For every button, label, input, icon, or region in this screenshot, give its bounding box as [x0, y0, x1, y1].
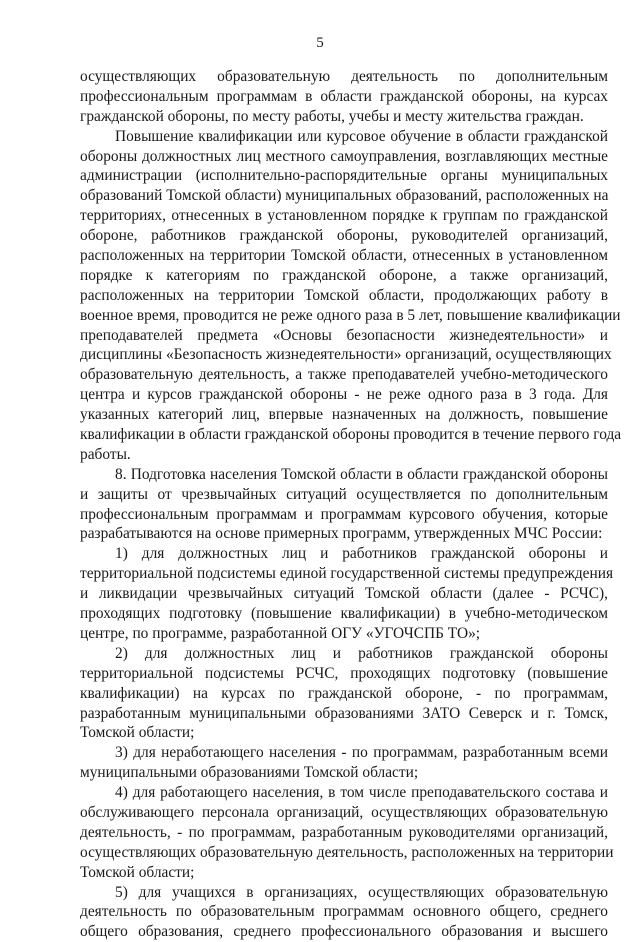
text-line: расположенных на территории Томской области, продолжающих работу в [80, 286, 608, 304]
text-line: обороне, работников гражданской обороны, руководителей организаций, [80, 227, 608, 245]
text-line: 2) для должностных лиц и работников гражданской обороны [115, 644, 608, 662]
text-line: центре, по программе, разработанной ОГУ «УГОЧСПБ ТО»; [80, 624, 481, 642]
text-line: общего образования, среднего профессионального образования и высшего [80, 923, 608, 941]
paragraph-item-8 [80, 465, 608, 545]
text-line: центра и курсов гражданской обороны - не реже одного раза в 3 года. Для [80, 386, 608, 404]
text-line: Томской области; [80, 724, 195, 742]
text-line: территориальной подсистемы РСЧС, проходящих подготовку (повышение [80, 664, 608, 682]
text-line: профессиональным программам и программам курсового обучения, которые [80, 505, 608, 523]
text-line: 1) для должностных лиц и работников гражданской обороны и [115, 545, 608, 563]
text-line: обороны должностных лиц местного самоуправления, возглавляющих местные [80, 147, 608, 165]
paragraph-sub-3 [80, 743, 608, 783]
paragraph-sub-1 [80, 544, 614, 643]
text-line: муниципальными образованиями Томской области; [80, 764, 419, 782]
text-line: разрабатываются на основе примерных программ, утвержденных МЧС России: [80, 525, 603, 543]
paragraph-sub-2 [80, 644, 608, 743]
text-line: осуществляющих образовательную деятельность, расположенных на территории [80, 843, 614, 861]
text-line: и защиты от чрезвычайных ситуаций осуществляется по дополнительным [80, 485, 608, 503]
text-line: расположенных на территории Томской области, отнесенных в установленном [80, 247, 608, 265]
text-line: территориях, отнесенных в установленном порядке к группам по гражданской [80, 207, 608, 225]
text-line: указанных категорий лиц, впервые назначенных на должность, повышение [80, 406, 608, 424]
text-line: квалификации в области гражданской обороны проводится в течение первого года [80, 426, 622, 444]
text-line: образований Томской области) муниципальных образований, расположенных на [80, 187, 609, 205]
text-line: разработанным муниципальными образованиями ЗАТО Северск и г. Томск, [80, 704, 608, 722]
text-line: военное время, проводится не реже одного раза в 5 лет, повышение квалификации [80, 306, 621, 324]
text-line: преподавателей предмета «Основы безопасности жизнедеятельности» и [80, 326, 608, 344]
paragraph-qualification [80, 127, 622, 465]
text-line: образовательную деятельность, а также преподавателей учебно-методического [80, 366, 608, 384]
text-line: 4) для работающего населения, в том числе преподавательского состава и [115, 784, 608, 802]
text-line: деятельность по образовательным программам основного общего, среднего [80, 903, 608, 921]
text-line: 5) для учащихся в организациях, осуществляющих образовательную [115, 883, 608, 901]
text-line: гражданской обороны, по месту работы, учебы и месту жительства граждан. [80, 107, 584, 125]
text-line: проходящих подготовку (повышение квалификации) в учебно-методическом [80, 605, 608, 623]
paragraph-sub-4 [80, 783, 614, 882]
text-line: работы. [80, 445, 131, 463]
text-line: порядке к категориям по гражданской обороне, а также организаций, [80, 266, 608, 284]
text-line: деятельность, - по программам, разработанным руководителями организаций, [80, 823, 608, 841]
text-line: обслуживающего персонала организаций, осуществляющих образовательную [80, 803, 608, 821]
text-line: Томской области; [80, 863, 195, 881]
text-line: территориальной подсистемы единой государственной системы предупреждения [80, 565, 614, 583]
text-line: Повышение квалификации или курсовое обучение в области гражданской [115, 127, 608, 145]
paragraph-continuation [80, 67, 608, 127]
text-line: квалификации) на курсах по гражданской обороне, - по программам, [80, 684, 608, 702]
paragraph-sub-5 [80, 883, 608, 942]
text-line: и ликвидации чрезвычайных ситуаций Томской области (далее - РСЧС), [80, 585, 608, 603]
text-line: администрации (исполнительно-распорядительные органы муниципальных [80, 167, 608, 185]
page-number: 5 [316, 35, 324, 51]
text-line: 3) для неработающего населения - по программам, разработанным всеми [115, 744, 608, 762]
text-line: 8. Подготовка населения Томской области в области гражданской обороны [115, 465, 608, 483]
document-body [80, 67, 622, 942]
text-line: осуществляющих образовательную деятельность по дополнительным [80, 68, 608, 85]
text-line: профессиональным программам в области гражданской обороны, на курсах [80, 87, 608, 105]
text-line: дисциплины «Безопасность жизнедеятельности» организаций, осуществляющих [80, 346, 612, 364]
